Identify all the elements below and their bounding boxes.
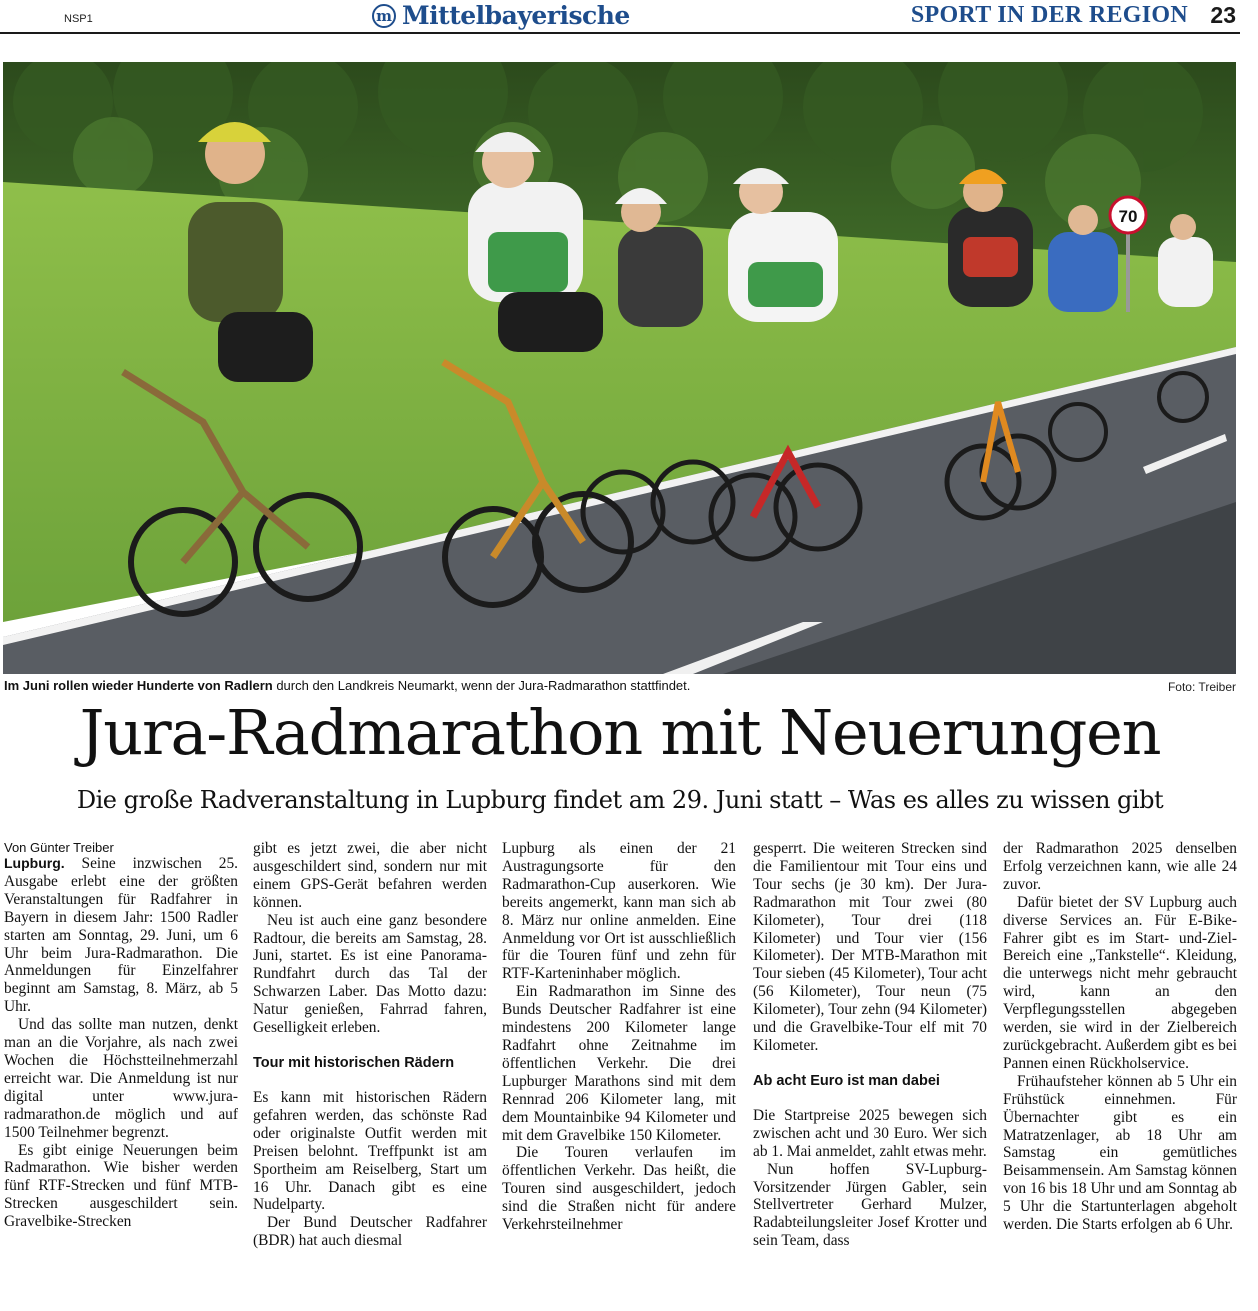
article-photo bbox=[3, 62, 1236, 674]
paragraph: Die Startpreise 2025 bewegen sich zwischen acht und 30 Euro. Wer sich ab 1. Mai anmeldet, zahlt etwas mehr. bbox=[753, 1106, 987, 1160]
photo-caption bbox=[4, 678, 1004, 693]
article-column-5 bbox=[1003, 840, 1237, 1234]
paragraph bbox=[4, 855, 238, 1016]
article-column-1 bbox=[4, 840, 238, 1231]
logo-mark-icon: m bbox=[372, 4, 396, 28]
paragraph: der Radmarathon 2025 denselben Erfolg verzeichnen kann, wie alle 24 zuvor. bbox=[1003, 840, 1237, 893]
article-column-4 bbox=[753, 840, 987, 1250]
paragraph-text: Seine inzwischen 25. Ausgabe erlebt eine der größten Veranstaltungen für Radfahrer in Bayern in diesem Jahr: 1500 Radler starten am Sonntag, 29. Juni, um 6 Uhr beim Jura-Radmarathon. Die Anmeldungen für Einzelfahrer beginnt am Samstag, 8. März, ab 5 Uhr. bbox=[4, 855, 238, 1016]
byline: Von Günter Treiber bbox=[4, 840, 114, 855]
paragraph: gibt es jetzt zwei, die aber nicht ausgeschildert sind, sondern nur mit einem GPS-Gerät befahren werden können. bbox=[253, 840, 487, 911]
article-column-2 bbox=[253, 840, 487, 1250]
paragraph: Und das sollte man nutzen, denkt man an die Vorjahre, als nach zwei Wochen die Höchstteilnehmerzahl erreicht war. Die Anmeldung ist nur digital unter www.jura-radmarathon.de möglich und auf 1500 Teilnehmer begrenzt. bbox=[4, 1016, 238, 1141]
dateline: Lupburg. bbox=[4, 855, 65, 871]
paragraph: Der Bund Deutscher Radfahrer (BDR) hat auch diesmal bbox=[253, 1214, 487, 1250]
article-column-3 bbox=[502, 840, 736, 1234]
edition-code: NSP1 bbox=[64, 13, 93, 25]
paragraph: Lupburg als einen der 21 Austragungsorte für den Radmarathon-Cup auserkoren. Wie bereits angemerkt, kann man sich ab 8. März nur online anmelden. Eine Anmeldung vor Ort ist ausschließlich für die Touren fünf und zehn für RTF-Karteninhaber möglich. bbox=[502, 840, 736, 983]
article-subhead: Die große Radveranstaltung in Lupburg findet am 29. Juni statt – Was es alles zu wissen gibt bbox=[76, 786, 1164, 814]
newspaper-logo bbox=[372, 1, 630, 30]
caption-rest: durch den Landkreis Neumarkt, wenn der Jura-Radmarathon stattfindet. bbox=[272, 678, 691, 693]
logo-text: Mittelbayerische bbox=[402, 1, 630, 30]
cyclists-photo-icon bbox=[3, 62, 1236, 674]
paragraph: Frühaufsteher können ab 5 Uhr ein Frühstück einnehmen. Für Übernachter gibt es ein Matratzenlager, ab 18 Uhr am Samstag ein gemütliches Beisammensein. Am Samstag können von 16 bis 18 Uhr und am Sonntag ab 5 Uhr die Startunterlagen abgeholt werden. Die Starts erfolgen ab 6 Uhr. bbox=[1003, 1072, 1237, 1234]
page-header bbox=[0, 0, 1240, 34]
photo-credit: Foto: Treiber bbox=[1167, 680, 1236, 694]
paragraph: Neu ist auch eine ganz besondere Radtour, die bereits am Samstag, 28. Juni, startet. Es ist eine Panorama-Rundfahrt durch das Tal der Schwarzen Laber. Das Motto dazu: Natur genießen, Fahrrad fahren, Geselligkeit erleben. bbox=[253, 911, 487, 1037]
paragraph: Es kann mit historischen Rädern gefahren werden, das schönste Rad oder originalste Outfit werden mit Preisen belohnt. Treffpunkt ist am Sportheim am Reiselberg, Start um 16 Uhr. Danach gibt es eine Nudelparty. bbox=[253, 1088, 487, 1214]
paragraph: Ein Radmarathon im Sinne des Bunds Deutscher Radfahrer ist eine mindestens 200 Kilometer lange Radfahrt ohne Zeitnahme im öffentlichen Verkehr. Die drei Lupburger Marathons sind mit dem Rennrad 206 Kilometer lang, mit dem Mountainbike 94 Kilometer und mit dem Gravelbike 150 Kilometer. bbox=[502, 983, 736, 1144]
paragraph: Die Touren verlaufen im öffentlichen Verkehr. Das heißt, die Touren sind ausgeschildert, jedoch sind die Straßen nicht für andere Verkehrsteilnehmer bbox=[502, 1144, 736, 1234]
section-title: SPORT IN DER REGION bbox=[910, 2, 1188, 28]
page-number: 23 bbox=[1210, 2, 1236, 28]
subheading: Ab acht Euro ist man dabei bbox=[753, 1072, 940, 1089]
speed-sign-value: 70 bbox=[1118, 207, 1138, 226]
subheading: Tour mit historischen Rädern bbox=[253, 1054, 455, 1071]
caption-lead: Im Juni rollen wieder Hunderte von Radlern bbox=[4, 678, 273, 693]
paragraph: Dafür bietet der SV Lupburg auch diverse Services an. Für E-Bike-Fahrer gibt es im Start- und-Ziel-Bereich eine „Tankstelle“. Kleidung, die unterwegs nicht mehr gebraucht wird, kann an den Verpflegungsstellen abgegeben werden, sie wird in der Zielbereich zurückgebracht. Außerdem gibt es bei Pannen einen Rückholservice. bbox=[1003, 893, 1237, 1072]
article-headline: Jura-Radmarathon mit Neuerungen bbox=[79, 696, 1161, 769]
paragraph: Es gibt einige Neuerungen beim Radmarathon. Wie bisher werden fünf RTF-Strecken und fünf MTB-Strecken ausgeschildert sein. Gravelbike-Strecken bbox=[4, 1141, 238, 1231]
paragraph: gesperrt. Die weiteren Strecken sind die Familientour mit Tour eins und Tour sechs (je 30 km). Der Jura-Radmarathon mit Tour zwei (80 Kilometer), Tour drei (118 Kilometer) und Tour vier (156 Kilometer). Der MTB-Marathon mit Tour sieben (45 Kilometer), Tour acht (56 Kilometer), Tour neun (75 Kilometer), Tour zehn (94 Kilometer) und die Gravelbike-Tour elf mit 70 Kilometer. bbox=[753, 840, 987, 1054]
paragraph: Nun hoffen SV-Lupburg-Vorsitzender Jürgen Gabler, sein Stellvertreter Gerhard Mulzer, Radabteilungsleiter Josef Krotter und sein Team, dass bbox=[753, 1160, 987, 1250]
